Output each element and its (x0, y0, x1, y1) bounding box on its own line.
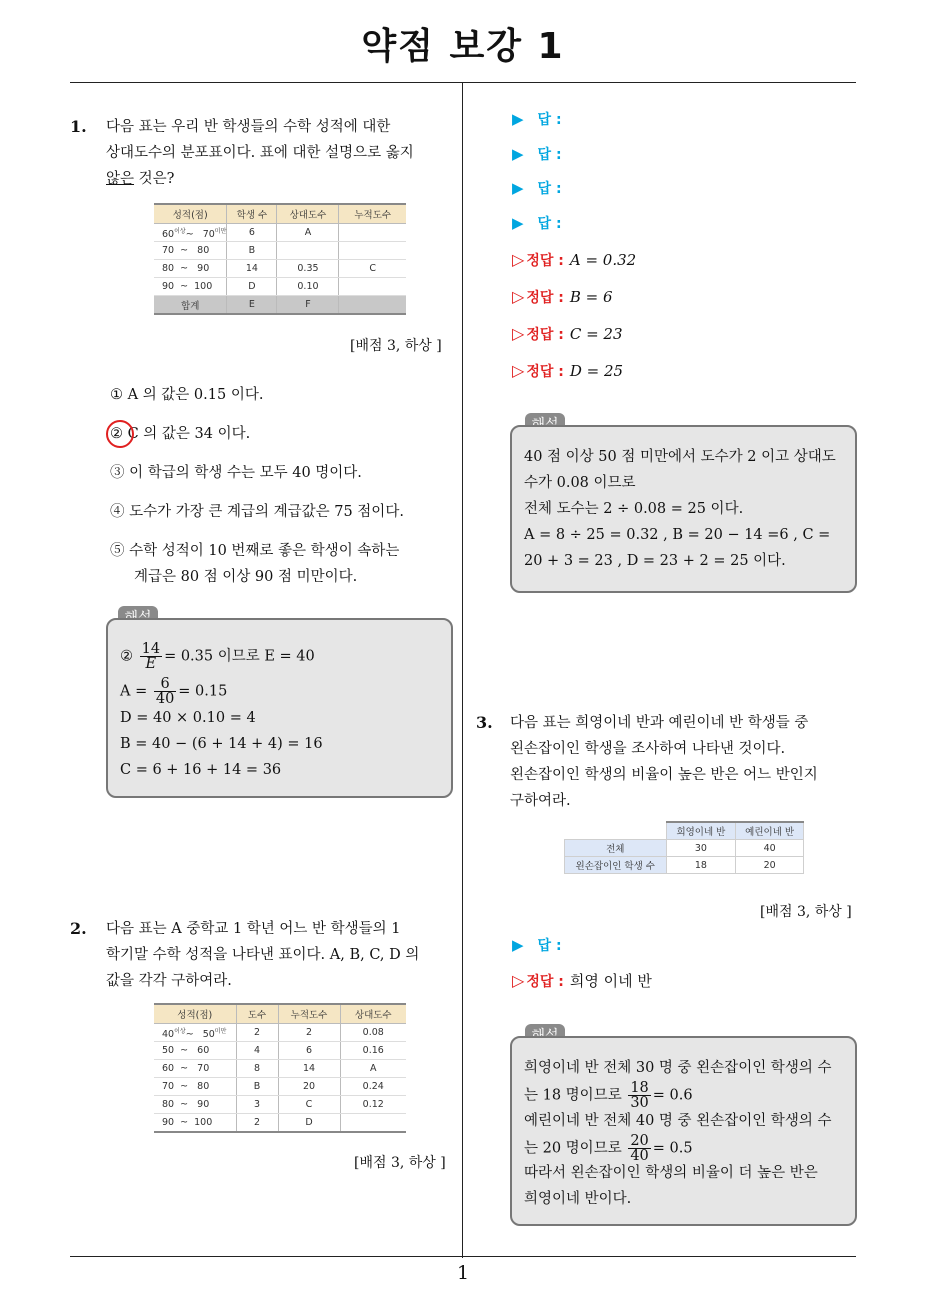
triangle-outline-icon: ▷ (512, 250, 525, 269)
table-row: 70 ~ 80 B (154, 242, 406, 260)
table-header: 성적(점) (154, 1004, 236, 1024)
solution-3-line-6: 희영이네 반이다. (524, 1191, 632, 1207)
correct-answer-4: ▷ 정답 : D = 25 (512, 361, 624, 380)
correct-answer-3: ▷ 정답 : C = 23 (512, 324, 623, 343)
play-icon: ▶ (512, 214, 524, 232)
header-divider (70, 82, 856, 83)
question-2-score: [배점 3, 하상 ] (354, 1155, 446, 1171)
table-row: 왼손잡이인 학생 수 18 20 (565, 857, 804, 874)
question-1-score: [배점 3, 하상 ] (350, 338, 442, 354)
answer-input-1[interactable]: ▶ 답 : (512, 110, 562, 128)
solution-1-line-4: B = 40 − (6 + 14 + 4) = 16 (120, 736, 323, 752)
choice-4[interactable]: ④ 도수가 가장 큰 계급의 계급값은 75 점이다. (110, 504, 404, 520)
play-icon: ▶ (512, 145, 524, 163)
table-header: 도수 (236, 1004, 278, 1024)
solution-1-line-1: ② $\frac{14}{E}$ = 0.35 이므로 E = 40 (120, 641, 315, 672)
answer-input-4[interactable]: ▶ 답 : (512, 214, 562, 232)
footer-divider (70, 1256, 856, 1257)
solution-1-box (106, 618, 453, 798)
solution-2-line-1: 40 점 이상 50 점 미만에서 도수가 2 이고 상대도 (524, 449, 836, 465)
question-2-table (154, 1003, 406, 1133)
answer-input-q3[interactable]: ▶ 답 : (512, 936, 562, 954)
question-1-line-1: 다음 표는 우리 반 학생들의 수학 성적에 대한 (106, 119, 391, 135)
solution-1-line-2: A = $\frac{6}{40}$ = 0.15 (120, 676, 228, 707)
choice-5[interactable]: ⑤ 수학 성적이 10 번째로 좋은 학생이 속하는 (110, 543, 400, 559)
table-row: 90 ~ 100 D 0.10 (154, 278, 406, 296)
table-header: 누적도수 (278, 1004, 340, 1024)
solution-1-line-5: C = 6 + 16 + 14 = 36 (120, 762, 282, 778)
table-total-row: 합계 E F (154, 296, 406, 315)
table-header: 예린이네 반 (736, 822, 804, 840)
question-1-number: 1. (70, 117, 87, 136)
solution-2-box (510, 425, 857, 593)
table-row: 80 ~ 90 3 C 0.12 (154, 1096, 406, 1114)
table-row: 50 ~ 60 4 6 0.16 (154, 1042, 406, 1060)
question-2-text (106, 916, 419, 994)
correct-answer-2: ▷ 정답 : B = 6 (512, 287, 613, 306)
question-1-text (106, 114, 414, 192)
column-divider (462, 82, 463, 1258)
question-2-line-2: 학기말 수학 성적을 나타낸 표이다. A, B, C, D 의 (106, 947, 420, 963)
selected-answer-mark (106, 420, 134, 448)
page-number: 1 (456, 1262, 470, 1284)
page-title: 약점 보강 1 (361, 26, 565, 67)
choice-1[interactable]: ① A 의 값은 0.15 이다. (110, 387, 264, 403)
triangle-outline-icon: ▷ (512, 361, 525, 380)
solution-3-line-1: 희영이네 반 전체 30 명 중 왼손잡이인 학생의 수 (524, 1060, 832, 1076)
solution-3-line-4: 는 20 명이므로 $\frac{20}{40}$ = 0.5 (524, 1133, 693, 1164)
correct-answer-1: ▷ 정답 : A = 0.32 (512, 250, 637, 269)
table-row: $40^{이상}\sim$ $50^{미만}$ 2 2 0.08 (154, 1024, 406, 1042)
choice-3[interactable]: ③ 이 학급의 학생 수는 모두 40 명이다. (110, 465, 362, 481)
question-2-line-3: 값을 각각 구하여라. (106, 973, 232, 989)
triangle-outline-icon: ▷ (512, 287, 525, 306)
question-3-score: [배점 3, 하상 ] (760, 904, 852, 920)
triangle-outline-icon: ▷ (512, 324, 525, 343)
choice-2[interactable]: ② C 의 값은 34 이다. (110, 426, 251, 442)
solution-2-line-2: 수가 0.08 이므로 (524, 475, 636, 491)
question-1-table (154, 203, 406, 315)
question-2-number: 2. (70, 919, 87, 938)
solution-3-box (510, 1036, 857, 1226)
question-3-text (510, 710, 818, 814)
question-3-number: 3. (476, 713, 493, 732)
table-row: 90 ~ 100 2 D (154, 1114, 406, 1133)
table-header: 희영이네 반 (666, 822, 736, 840)
solution-2-line-3: 전체 도수는 2 ÷ 0.08 = 25 이다. (524, 501, 744, 517)
question-2-line-1: 다음 표는 A 중학교 1 학년 어느 반 학생들의 1 (106, 921, 401, 937)
solution-2-line-4: A = 8 ÷ 25 = 0.32 , B = 20 − 14 =6 , C = (524, 527, 831, 543)
solution-3-line-3: 예린이네 반 전체 40 명 중 왼손잡이인 학생의 수 (524, 1113, 832, 1129)
table-row: $60^{이상}\sim$ $70^{미만}$ 6 A (154, 224, 406, 242)
correct-answer-q3: ▷ 정답 : 희영 이네 반 (512, 971, 652, 990)
solution-3-line-2: 는 18 명이므로 $\frac{18}{30}$ = 0.6 (524, 1080, 693, 1111)
question-3-line-1: 다음 표는 희영이네 반과 예린이네 반 학생들 중 (510, 715, 809, 731)
question-3-line-4: 구하여라. (510, 793, 571, 809)
play-icon: ▶ (512, 179, 524, 197)
answer-input-2[interactable]: ▶ 답 : (512, 145, 562, 163)
question-3-line-3: 왼손잡이인 학생의 비율이 높은 반은 어느 반인지 (510, 767, 818, 783)
table-header: 누적도수 (339, 204, 406, 224)
play-icon: ▶ (512, 110, 524, 128)
table-row: 전체 30 40 (565, 840, 804, 857)
answer-input-3[interactable]: ▶ 답 : (512, 179, 562, 197)
table-header: 상대도수 (277, 204, 339, 224)
solution-2-line-5: 20 + 3 = 23 , D = 23 + 2 = 25 이다. (524, 553, 786, 569)
question-3-line-2: 왼손잡이인 학생을 조사하여 나타낸 것이다. (510, 741, 786, 757)
table-header: 상대도수 (340, 1004, 406, 1024)
underlined-not: 않은 (106, 171, 135, 187)
triangle-outline-icon: ▷ (512, 971, 525, 990)
table-header: 학생 수 (227, 204, 277, 224)
question-3-table (564, 821, 804, 874)
solution-1-line-3: D = 40 × 0.10 = 4 (120, 710, 256, 726)
choice-5-line-2: 계급은 80 점 이상 90 점 미만이다. (134, 569, 358, 585)
question-1-line-2: 상대도수의 분포표이다. 표에 대한 설명으로 옳지 (106, 145, 414, 161)
table-row: 80 ~ 90 14 0.35 C (154, 260, 406, 278)
solution-3-line-5: 따라서 왼손잡이인 학생의 비율이 더 높은 반은 (524, 1165, 818, 1181)
table-row: 60 ~ 70 8 14 A (154, 1060, 406, 1078)
table-header: 성적(점) (154, 204, 227, 224)
play-icon: ▶ (512, 936, 524, 954)
table-row: 70 ~ 80 B 20 0.24 (154, 1078, 406, 1096)
question-1-line-3: 않은 것은? (106, 171, 175, 187)
